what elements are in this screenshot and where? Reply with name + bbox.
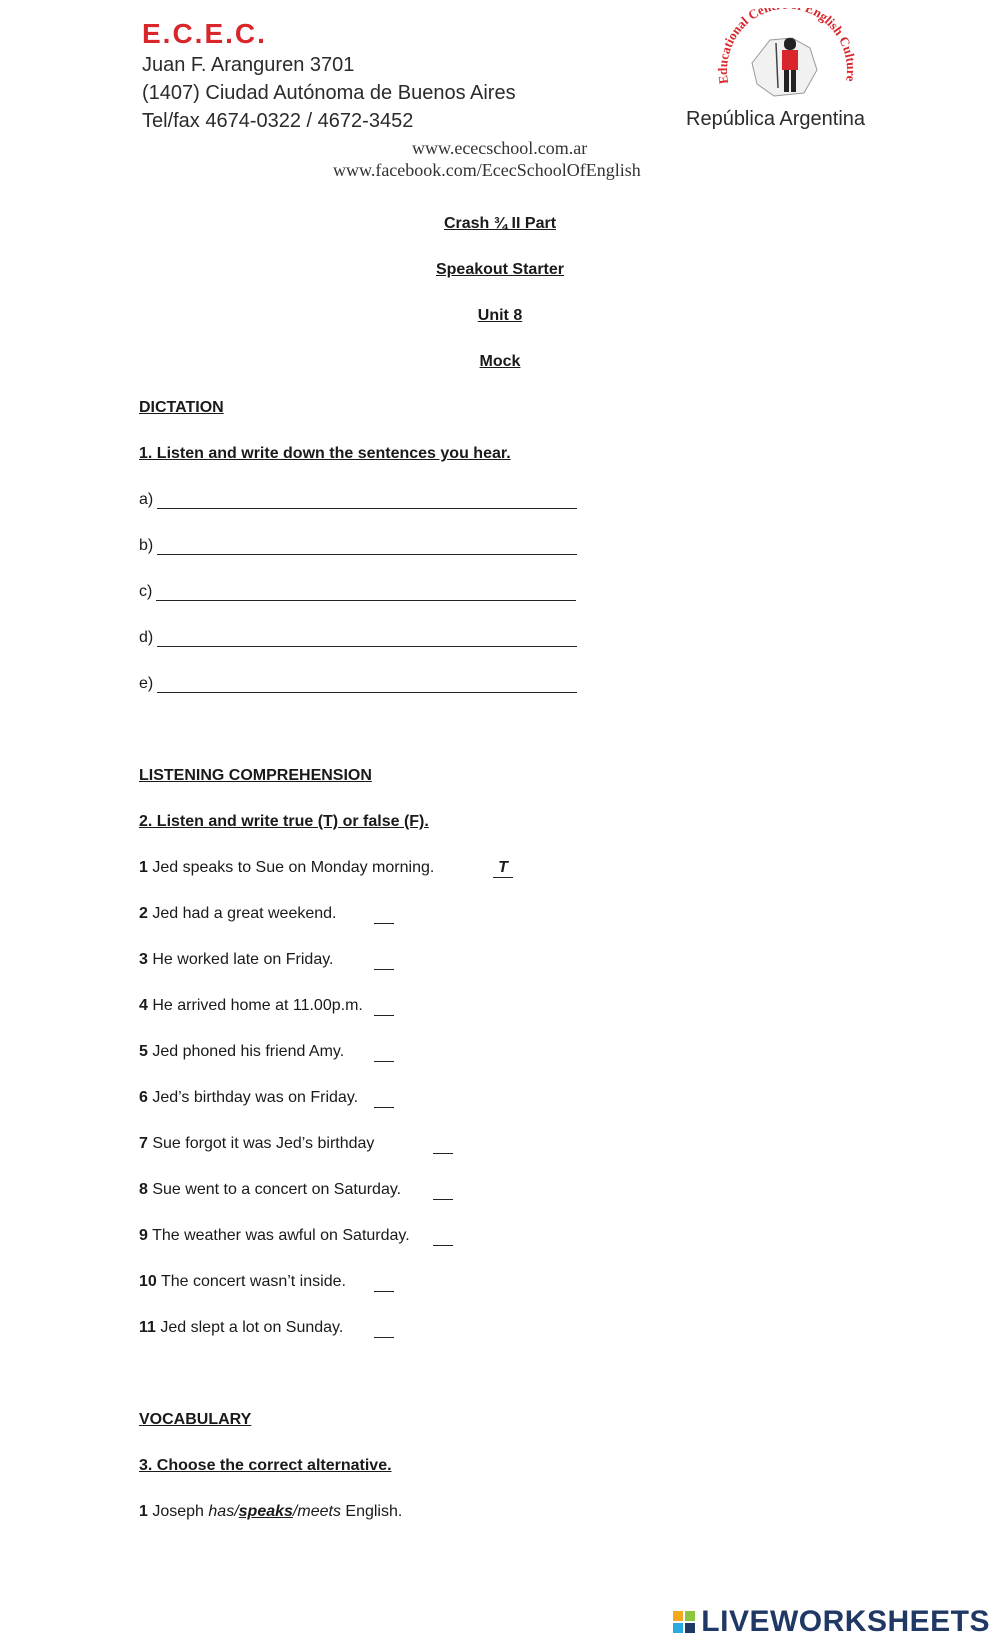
dictation-blank[interactable]	[157, 678, 577, 693]
tf-number: 8	[139, 1181, 148, 1198]
vocab-rest: English.	[345, 1503, 403, 1520]
tf-statement: He arrived home at 11.00p.m.	[152, 997, 363, 1014]
tf-answer-field[interactable]	[374, 951, 394, 970]
seal-text: Educational Ce English Culture	[714, 8, 860, 85]
dictation-blank[interactable]	[156, 586, 576, 601]
website-text: www.ececschool.com.ar	[412, 138, 588, 158]
tf-item	[139, 1273, 539, 1291]
tf-statement: The weather was awful on Saturday.	[152, 1227, 410, 1244]
dictation-line-c	[139, 583, 576, 601]
dictation-line-a	[139, 491, 577, 509]
tf-statement: Jed had a great weekend.	[152, 905, 337, 922]
school-name: E.C.E.C.	[142, 18, 267, 49]
dictation-label: d)	[139, 629, 154, 646]
tf-item	[139, 905, 539, 923]
dictation-instruction: 1. Listen and write down the sentences you hear.	[139, 445, 511, 462]
address-line-1: Juan F. Aranguren 3701	[142, 54, 355, 76]
vocab-option-has[interactable]: has/	[208, 1503, 239, 1520]
dictation-line-d	[139, 629, 577, 647]
tf-number: 2	[139, 905, 148, 922]
dictation-label: a)	[139, 491, 154, 508]
tf-answer-field[interactable]	[374, 1273, 394, 1292]
vocab-option-meets[interactable]: /meets	[292, 1503, 341, 1520]
tf-answer-field[interactable]	[374, 997, 394, 1016]
liveworksheets-icon	[673, 1611, 695, 1633]
dictation-line-b	[139, 537, 577, 555]
dictation-label: b)	[139, 537, 154, 554]
vocab-item	[139, 1503, 402, 1521]
phone-line: Tel/fax 4674-0322 / 4672-3452	[142, 110, 414, 132]
tf-item	[139, 1089, 539, 1107]
vocab-subject: Joseph	[152, 1503, 204, 1520]
tf-number: 11	[139, 1319, 156, 1336]
tf-statement: Jed’s birthday was on Friday.	[152, 1089, 359, 1106]
tf-number: 4	[139, 997, 148, 1014]
tf-item	[139, 1181, 539, 1199]
vocabulary-heading: VOCABULARY	[139, 1411, 252, 1428]
tf-item	[139, 951, 539, 969]
tf-statement: Sue forgot it was Jed’s birthday	[152, 1135, 375, 1152]
course-title: Crash ¾ II Part	[443, 215, 557, 232]
tf-statement: Sue went to a concert on Saturday.	[152, 1181, 402, 1198]
tf-answer-field[interactable]	[374, 905, 394, 924]
dictation-line-e	[139, 675, 577, 693]
tf-answer-field[interactable]	[433, 1227, 453, 1246]
tf-item	[139, 1319, 539, 1337]
country-text: República Argentina	[686, 108, 866, 130]
tf-statement: Jed slept a lot on Sunday.	[160, 1319, 344, 1336]
dictation-blank[interactable]	[157, 540, 577, 555]
tf-item	[139, 1135, 539, 1153]
tf-answer-field[interactable]	[374, 1319, 394, 1338]
dictation-label: c)	[139, 583, 153, 600]
mock-title: Mock	[479, 353, 521, 370]
tf-number: 9	[139, 1227, 148, 1244]
tf-number: 5	[139, 1043, 148, 1060]
address-line-2: (1407) Ciudad Autónoma de Buenos Aires	[142, 82, 516, 104]
tf-item	[139, 997, 539, 1015]
dictation-label: e)	[139, 675, 154, 692]
dictation-blank[interactable]	[157, 632, 577, 647]
tf-answer-field[interactable]	[374, 1043, 394, 1062]
tf-item	[139, 859, 539, 877]
tf-statement: Jed speaks to Sue on Monday morning.	[152, 859, 435, 876]
tf-number: 10	[139, 1273, 157, 1290]
tf-statement: The concert wasn’t inside.	[160, 1273, 346, 1290]
liveworksheets-brand: LIVEWORKSHEETS	[701, 1605, 990, 1638]
listening-heading: LISTENING COMPREHENSION	[139, 767, 372, 784]
vocab-number: 1	[139, 1503, 148, 1520]
book-title: Speakout Starter	[435, 261, 565, 278]
dictation-heading: DICTATION	[139, 399, 224, 416]
school-seal-logo	[712, 8, 862, 108]
vocab-option-speaks[interactable]: speaks	[238, 1503, 293, 1520]
tf-statement: Jed phoned his friend Amy.	[152, 1043, 345, 1060]
tf-item	[139, 1227, 539, 1245]
dictation-blank[interactable]	[157, 494, 577, 509]
tf-number: 7	[139, 1135, 148, 1152]
tf-number: 3	[139, 951, 148, 968]
tf-answer-field[interactable]: T	[493, 859, 513, 878]
tf-answer-field[interactable]	[433, 1135, 453, 1154]
tf-answer-field[interactable]	[433, 1181, 453, 1200]
tf-answer-field[interactable]	[374, 1089, 394, 1108]
tf-statement: He worked late on Friday.	[152, 951, 334, 968]
facebook-text: www.facebook.com/EcecSchoolOfEnglish	[333, 160, 641, 180]
unit-title: Unit 8	[477, 307, 523, 324]
tf-number: 6	[139, 1089, 148, 1106]
listening-instruction: 2. Listen and write true (T) or false (F).	[139, 813, 429, 830]
liveworksheets-logo	[673, 1605, 990, 1639]
vocabulary-instruction: 3. Choose the correct alternative.	[139, 1457, 392, 1474]
tf-number: 1	[139, 859, 148, 876]
tf-item	[139, 1043, 539, 1061]
